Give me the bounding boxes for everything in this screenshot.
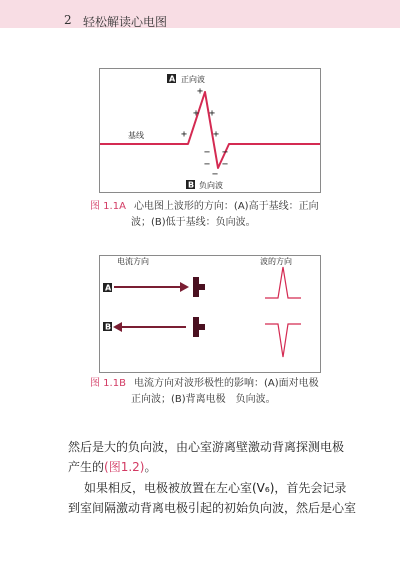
minus-sign: −	[222, 147, 229, 158]
plus-sign: +	[193, 108, 200, 119]
plus-sign: +	[209, 108, 216, 119]
book-title: 轻松解读心电图	[83, 15, 168, 29]
label-b-letter: B	[188, 180, 195, 190]
minus-sign: −	[212, 169, 219, 180]
figure-1-1a	[99, 68, 321, 193]
label-a-letter: A	[105, 283, 112, 293]
figure-1-1b	[99, 255, 321, 373]
electrode-icon	[193, 317, 205, 337]
figure-1-1a-caption-line2: 波；(B)低于基线：负向波。	[131, 217, 256, 228]
body-paragraph-2-line-2: 到室间隔激动背离电极引起的初始负向波，然后是心室	[68, 501, 357, 515]
plus-sign: +	[213, 129, 220, 140]
body-text-span: 产生的	[68, 460, 105, 474]
page-number: 2	[64, 13, 72, 27]
minus-sign: −	[204, 159, 211, 170]
body-paragraph-2-line-1: 如果相反，电极被放置在左心室(V₆)，首先会记录	[84, 481, 347, 495]
minus-sign: −	[222, 159, 229, 170]
plus-sign: +	[181, 129, 188, 140]
positive-deflection-wave	[265, 267, 301, 298]
negative-deflection-wave	[265, 324, 301, 357]
figure-reference-link[interactable]: (图1.2)	[104, 460, 145, 474]
figure-1-1b-caption-line2: 正向波；(B)背离电极 负向波。	[131, 394, 276, 405]
arrow-head-right-icon	[180, 282, 189, 292]
wave-direction-label: 波的方向	[260, 257, 292, 266]
minus-sign: −	[204, 147, 211, 158]
figure-1-1a-caption	[90, 199, 330, 215]
baseline-label: 基线	[128, 131, 144, 140]
body-paragraph-1-line-2	[68, 458, 156, 475]
figure-1-1b-caption-number: 图 1.1B	[90, 378, 126, 389]
electrode-icon	[193, 277, 205, 297]
current-direction-label: 电流方向	[117, 257, 149, 266]
label-b-letter: B	[105, 322, 112, 332]
arrow-head-left-icon	[113, 322, 122, 332]
figure-1-1a-caption-line1: 心电图上波形的方向：(A)高于基线：正向	[133, 201, 319, 212]
label-positive-wave: 正向波	[181, 75, 205, 84]
figure-1-1a-drawing	[100, 69, 320, 192]
page-header-band	[0, 0, 400, 28]
body-text-span: 。	[144, 460, 157, 474]
figure-1-1b-caption-line1: 电流方向对波形极性的影响：(A)面对电极	[133, 378, 319, 389]
figure-1-1a-caption-number: 图 1.1A	[90, 201, 126, 212]
plus-sign: +	[197, 86, 204, 97]
body-paragraph-1-line-1: 然后是大的负向波，由心室游离壁激动背离探测电极	[68, 440, 345, 454]
label-a-letter: A	[169, 74, 176, 84]
figure-1-1b-caption	[90, 376, 350, 392]
label-negative-wave: 负向波	[199, 181, 223, 190]
figure-1-1b-drawing	[100, 256, 320, 372]
